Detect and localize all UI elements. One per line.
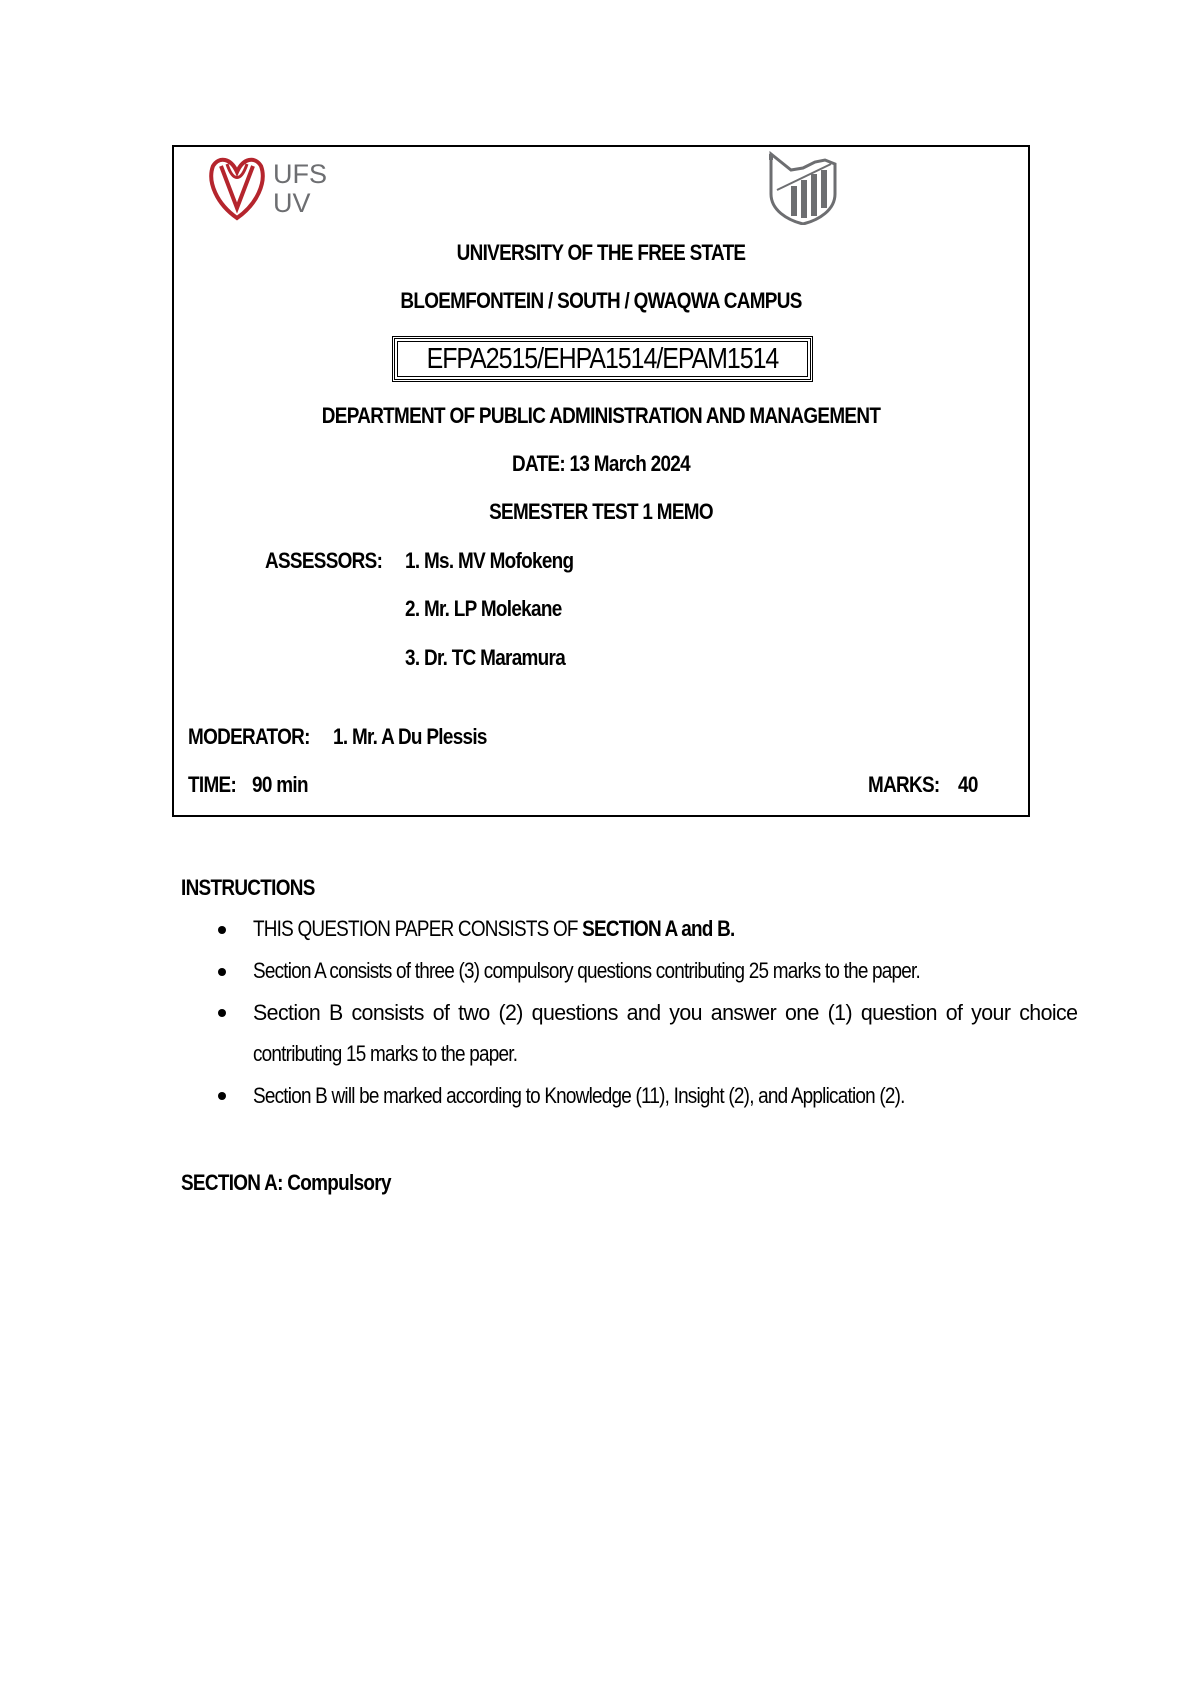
- university-name: UNIVERSITY OF THE FREE STATE: [456, 240, 746, 265]
- word: one: [784, 1000, 819, 1025]
- word: two: [458, 1000, 490, 1025]
- word: (1): [827, 1000, 852, 1025]
- assessor-1: 1. Ms. MV Mofokeng: [405, 548, 574, 573]
- ufs-logo-icon: [205, 152, 345, 222]
- marks-label: MARKS:: [868, 772, 940, 797]
- word: B: [328, 1000, 343, 1025]
- module-code-box: [392, 336, 813, 382]
- word: Section: [253, 1000, 321, 1025]
- test-date: DATE: 13 March 2024: [512, 451, 690, 476]
- instruction-item-2: Section A consists of three (3) compulsory questions contributing 25 marks to the paper.: [253, 958, 921, 983]
- word: (2): [498, 1000, 523, 1025]
- bullet-icon: [218, 1092, 226, 1100]
- word: consists: [351, 1000, 424, 1025]
- instruction-item-1: [253, 916, 734, 942]
- ufs-logo-text-bottom: UV: [273, 188, 311, 218]
- department-name: DEPARTMENT OF PUBLIC ADMINISTRATION AND MANAGEMENT: [321, 403, 881, 428]
- instruction-item-3-line-2: contributing 15 marks to the paper.: [253, 1041, 518, 1066]
- test-title: SEMESTER TEST 1 MEMO: [489, 499, 713, 524]
- word: of: [432, 1000, 450, 1025]
- word: choice: [1019, 1000, 1078, 1025]
- bullet-icon: [218, 926, 226, 934]
- word: questions: [531, 1000, 618, 1025]
- instruction-item-4: Section B will be marked according to Knowledge (11), Insight (2), and Application (2).: [253, 1083, 905, 1108]
- campus-name: BLOEMFONTEIN / SOUTH / QWAQWA CAMPUS: [400, 288, 802, 313]
- module-code: EFPA2515/EHPA1514/EPAM1514: [426, 342, 779, 375]
- assessor-2: 2. Mr. LP Molekane: [405, 596, 562, 621]
- assessors-label: ASSESSORS:: [265, 548, 383, 573]
- bullet-icon: [218, 968, 226, 976]
- time-label: TIME:: [188, 772, 237, 797]
- ufs-logo-text-top: UFS: [273, 159, 327, 189]
- marks-value: 40: [958, 772, 978, 797]
- word: answer: [710, 1000, 777, 1025]
- shield-logo-icon: [767, 150, 839, 225]
- instruction-item-1-plain: THIS QUESTION PAPER CONSISTS OF: [253, 916, 583, 941]
- section-a-heading: SECTION A: Compulsory: [181, 1170, 391, 1195]
- instruction-item-1-bold: SECTION A and B.: [582, 916, 735, 941]
- word: and: [626, 1000, 661, 1025]
- instruction-item-3-line-1: [253, 1000, 1078, 1026]
- instructions-heading: INSTRUCTIONS: [181, 875, 315, 900]
- moderator-name: 1. Mr. A Du Plessis: [333, 724, 487, 749]
- word: of: [945, 1000, 963, 1025]
- word: you: [669, 1000, 702, 1025]
- bullet-icon: [218, 1009, 226, 1017]
- time-value: 90 min: [252, 772, 308, 797]
- moderator-label: MODERATOR:: [188, 724, 310, 749]
- word: your: [971, 1000, 1011, 1025]
- word: question: [860, 1000, 937, 1025]
- assessor-3: 3. Dr. TC Maramura: [405, 645, 566, 670]
